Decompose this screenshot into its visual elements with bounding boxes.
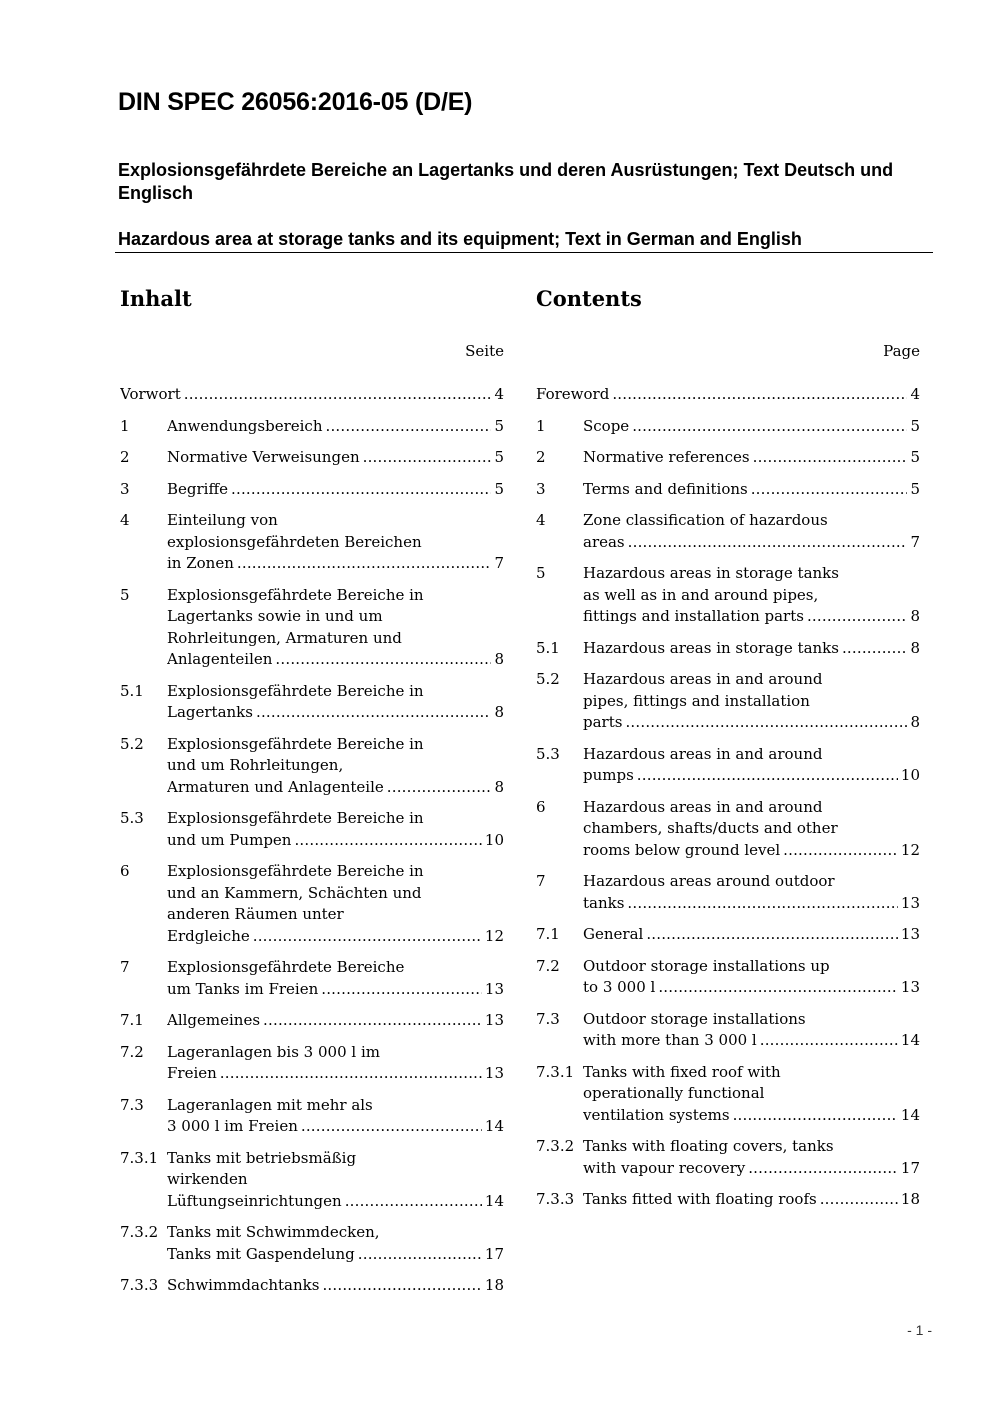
toc-entry-title: [583, 416, 920, 438]
toc-entry[interactable]: [120, 1042, 504, 1085]
toc-entry-title-line: Lagertanks: [167, 703, 253, 721]
toc-entry-title-line: Erdgleiche: [167, 926, 250, 945]
toc-entry-title-line: Einteilung von: [167, 511, 278, 529]
toc-entry-title-line: Armaturen und Anlagenteile: [167, 777, 384, 796]
toc-entry-title: [167, 1010, 504, 1032]
toc-entry-title-line: parts: [583, 713, 623, 731]
toc-entry-page: 5: [910, 479, 920, 498]
dot-leader: [612, 384, 907, 406]
toc-entry-title: [583, 956, 920, 999]
toc-english: [536, 284, 920, 1221]
toc-entry-title: [167, 510, 504, 575]
toc-entry[interactable]: [120, 681, 504, 724]
dot-leader: [358, 1244, 482, 1266]
toc-entry-title-line: Tanks mit Gaspendelung: [167, 1244, 355, 1263]
toc-entry-number: 7.3.3: [120, 1276, 159, 1294]
toc-entry-page: 17: [484, 1244, 504, 1263]
toc-entry-title-line: wirkenden: [167, 1170, 248, 1188]
toc-entry[interactable]: [536, 669, 920, 734]
toc-entry-title-line: Lageranlagen bis 3 000 l im: [167, 1042, 380, 1061]
toc-entry-number: 5.3: [536, 744, 560, 763]
dot-leader: [184, 384, 492, 406]
toc-entry-title: [167, 1275, 504, 1297]
page-number: - 1 -: [907, 1322, 932, 1338]
dot-leader: [325, 416, 491, 438]
toc-entry-title-line: Explosionsgefährdete Bereiche in: [167, 585, 424, 604]
dot-leader: [256, 702, 491, 724]
toc-entry-title-line: Schwimmdachtanks: [167, 1276, 320, 1294]
toc-entry-title: [167, 957, 504, 1000]
toc-entry-number: 5: [120, 585, 130, 604]
toc-entry[interactable]: [120, 861, 504, 947]
toc-entry-title-line: und um Pumpen: [167, 830, 292, 849]
toc-entry-number: 7.1: [120, 1011, 144, 1029]
toc-entry[interactable]: [120, 1148, 504, 1213]
toc-entry-number: 1: [536, 416, 546, 435]
toc-entry-title-line: pipes, fittings and installation: [583, 691, 810, 710]
toc-entry-page: 8: [494, 777, 504, 796]
toc-entry-title-line: Outdoor storage installations: [583, 1009, 806, 1028]
dot-leader: [842, 638, 907, 660]
toc-entry-number: 4: [120, 511, 130, 529]
dot-leader: [627, 893, 897, 915]
toc-entry-title-line: Outdoor storage installations up: [583, 956, 830, 975]
toc-entry-page: 10: [900, 766, 920, 784]
toc-entry-page: 12: [484, 926, 504, 945]
toc-entry-title-line: Tanks mit betriebsmäßig: [167, 1148, 357, 1167]
toc-entry[interactable]: [536, 924, 920, 946]
toc-german-page-label: Seite: [465, 342, 504, 360]
toc-entry-page: 5: [494, 416, 504, 435]
toc-entry-title: [167, 1095, 504, 1138]
toc-entry-title-line: anderen Räumen unter: [167, 905, 344, 923]
toc-entry-title: [583, 1009, 920, 1052]
toc-entry-title-line: areas: [583, 532, 625, 551]
toc-entry[interactable]: [536, 479, 920, 501]
toc-entry-page: 18: [900, 1190, 920, 1208]
toc-entry-title-line: explosionsgefährdeten Bereichen: [167, 532, 422, 551]
toc-entry-title-line: Explosionsgefährdete Bereiche in: [167, 809, 424, 827]
toc-entry-title-line: ventilation systems: [583, 1105, 730, 1124]
toc-entry-title-line: Zone classification of hazardous: [583, 511, 828, 529]
toc-entry[interactable]: [120, 585, 504, 671]
toc-entry-title-line: und an Kammern, Schächten und: [167, 883, 422, 902]
toc-english-list: [536, 384, 920, 1211]
toc-entry-page: 8: [494, 703, 504, 721]
toc-german-heading: Inhalt: [120, 286, 192, 311]
dot-leader: [748, 1158, 898, 1180]
toc-entry-title-line: Foreword: [536, 385, 610, 403]
toc-entry-title: [167, 585, 504, 671]
toc-entry-title-line: Tanks with floating covers, tanks: [583, 1137, 834, 1155]
toc-entry-title-line: Anlagenteilen: [167, 650, 273, 668]
toc-entry[interactable]: [120, 1095, 504, 1138]
toc-entry-title-line: Hazardous areas in and around: [583, 797, 823, 816]
toc-entry-title: [167, 681, 504, 724]
dot-leader: [820, 1189, 898, 1211]
toc-entry-title: [583, 510, 920, 553]
toc-entry[interactable]: [120, 1222, 504, 1265]
toc-entry-title: [167, 734, 504, 799]
dot-leader: [237, 553, 492, 575]
toc-entry-title: [583, 669, 920, 734]
toc-entry[interactable]: [536, 871, 920, 914]
toc-entry-title-line: General: [583, 925, 644, 943]
toc-entry-title-line: Lagertanks sowie in und um: [167, 607, 383, 625]
toc-entry[interactable]: [536, 956, 920, 999]
title-divider: [115, 252, 933, 253]
toc-entry-title-line: Lüftungseinrichtungen: [167, 1191, 342, 1210]
toc-entry-number: 7.2: [120, 1042, 144, 1061]
toc-entry-page: 8: [910, 638, 920, 657]
toc-entry-title-line: Terms and definitions: [583, 479, 748, 498]
toc-entry-title-line: tanks: [583, 893, 625, 912]
toc-entry-page: 4: [910, 385, 920, 403]
toc-entry-title-line: in Zonen: [167, 554, 234, 572]
toc-entry-number: 6: [120, 862, 130, 880]
toc-german: [120, 284, 504, 1307]
toc-entry-title: [583, 871, 920, 914]
toc-entry[interactable]: [536, 447, 920, 469]
toc-entry[interactable]: [536, 744, 920, 787]
toc-entry-title: [583, 638, 920, 660]
toc-entry[interactable]: [536, 1062, 920, 1127]
toc-entry-page: 13: [900, 978, 920, 996]
toc-entry[interactable]: [120, 1010, 504, 1032]
toc-entry-title: [167, 861, 504, 947]
toc-entry-title-line: Tanks mit Schwimmdecken,: [167, 1223, 380, 1241]
toc-entry-page: 12: [900, 840, 920, 859]
subtitle-german: Explosionsgefährdete Bereiche an Lagertanks und deren Ausrüstungen; Text Deutsch und Englisch: [118, 160, 894, 203]
toc-entry-title: [583, 797, 920, 862]
toc-entry-number: 5: [536, 564, 546, 582]
toc-entry-title: [167, 1042, 504, 1085]
toc-entry-number: 7: [120, 958, 130, 976]
toc-entry-title: [583, 924, 920, 946]
toc-entry-title: [583, 447, 920, 469]
toc-entry-page: 14: [900, 1105, 920, 1124]
toc-entry-page: 8: [910, 607, 920, 625]
toc-entry[interactable]: [536, 416, 920, 438]
toc-entry-number: 5.3: [120, 809, 144, 827]
toc-entry-title: [583, 1136, 920, 1179]
toc-entry-page: 17: [900, 1158, 920, 1177]
dot-leader: [387, 777, 492, 799]
dot-leader: [637, 765, 898, 787]
toc-entry-title-line: Tanks with fixed roof with: [583, 1062, 781, 1081]
toc-english-page-label: Page: [883, 342, 920, 360]
toc-entry-page: 7: [910, 532, 920, 551]
toc-entry-page: 14: [900, 1031, 920, 1049]
toc-entry-title: [583, 744, 920, 787]
dot-leader: [632, 416, 907, 438]
toc-entry-number: 7: [536, 872, 546, 890]
toc-entry[interactable]: [536, 563, 920, 628]
dot-leader: [220, 1063, 482, 1085]
toc-entry-title-line: Normative Verweisungen: [167, 448, 360, 466]
dot-leader: [294, 830, 481, 852]
toc-entry-title: [120, 384, 504, 406]
toc-entry-title-line: Tanks fitted with floating roofs: [583, 1190, 817, 1208]
toc-entry[interactable]: [120, 384, 504, 406]
toc-entry-title: [583, 563, 920, 628]
dot-leader: [253, 926, 482, 948]
toc-entry[interactable]: [120, 808, 504, 851]
toc-entry-number: 7.3.1: [536, 1062, 575, 1081]
dot-leader: [646, 924, 898, 946]
toc-entry-title-line: Hazardous areas in and around: [583, 670, 823, 688]
toc-entry-number: 3: [120, 479, 130, 498]
toc-entry-title-line: rooms below ground level: [583, 840, 781, 859]
toc-entry-title-line: Explosionsgefährdete Bereiche in: [167, 734, 424, 753]
toc-entry-number: 3: [536, 479, 546, 498]
toc-entry-number: 7.3.1: [120, 1148, 159, 1167]
toc-entry[interactable]: [120, 447, 504, 469]
toc-entry[interactable]: [120, 957, 504, 1000]
toc-entry-title: [167, 479, 504, 501]
toc-entry-title-line: Rohrleitungen, Armaturen und: [167, 628, 402, 647]
toc-entry-page: 14: [484, 1191, 504, 1210]
toc-entry[interactable]: [536, 1189, 920, 1211]
toc-entry-title-line: Hazardous areas in storage tanks: [583, 638, 839, 657]
dot-leader: [733, 1105, 898, 1127]
toc-entry[interactable]: [536, 638, 920, 660]
toc-entry-title-line: with more than 3 000 l: [583, 1031, 757, 1049]
toc-entry-title-line: Hazardous areas in storage tanks: [583, 564, 839, 582]
dot-leader: [275, 649, 491, 671]
toc-entry-number: 5.2: [120, 734, 144, 753]
toc-entry-title-line: Explosionsgefährdete Bereiche in: [167, 681, 424, 700]
toc-entry-title-line: to 3 000 l: [583, 978, 656, 996]
toc-entry[interactable]: [120, 1275, 504, 1297]
toc-entry-page: 7: [494, 554, 504, 572]
dot-leader: [322, 1275, 481, 1297]
toc-entry[interactable]: [120, 510, 504, 575]
toc-entry-title-line: Explosionsgefährdete Bereiche in: [167, 862, 424, 880]
toc-entry-title-line: Normative references: [583, 448, 750, 466]
toc-entry-number: 5.1: [120, 681, 144, 700]
toc-entry-title-line: Vorwort: [120, 385, 181, 403]
dot-leader: [301, 1116, 482, 1138]
toc-entry-number: 7.3: [120, 1095, 144, 1114]
toc-entry-title-line: Hazardous areas around outdoor: [583, 872, 835, 890]
dot-leader: [231, 479, 491, 501]
dot-leader: [760, 1030, 898, 1052]
subtitle-english: Hazardous area at storage tanks and its equipment; Text in German and English: [118, 229, 802, 249]
toc-entry-title-line: chambers, shafts/ducts and other: [583, 819, 838, 837]
toc-entry-title-line: und um Rohrleitungen,: [167, 756, 344, 774]
dot-leader: [751, 479, 908, 501]
dot-leader: [363, 447, 492, 469]
toc-entry-title-line: 3 000 l im Freien: [167, 1117, 298, 1135]
toc-entry-page: 10: [484, 830, 504, 849]
toc-entry-title-line: Explosionsgefährdete Bereiche: [167, 958, 405, 976]
dot-leader: [345, 1191, 482, 1213]
toc-entry-title-line: Begriffe: [167, 479, 229, 498]
toc-entry-title-line: Allgemeines: [167, 1011, 261, 1029]
toc-entry-title-line: Lageranlagen mit mehr als: [167, 1095, 373, 1114]
toc-entry-number: 7.3.2: [536, 1137, 575, 1155]
toc-entry-title-line: Freien: [167, 1064, 217, 1082]
dot-leader: [321, 979, 482, 1001]
toc-entry-page: 8: [910, 713, 920, 731]
toc-entry-title-line: pumps: [583, 766, 634, 784]
toc-entry-page: 13: [484, 1011, 504, 1029]
toc-entry-title: [583, 1189, 920, 1211]
toc-entry[interactable]: [120, 734, 504, 799]
toc-entry-title-line: um Tanks im Freien: [167, 979, 319, 998]
toc-entry-title-line: Anwendungsbereich: [167, 416, 323, 435]
toc-german-list: [120, 384, 504, 1297]
toc-entry-page: 13: [900, 893, 920, 912]
toc-entry-page: 13: [484, 1064, 504, 1082]
dot-leader: [625, 712, 907, 734]
dot-leader: [658, 977, 898, 999]
toc-entry[interactable]: [536, 510, 920, 553]
toc-entry-title-line: Scope: [583, 416, 630, 435]
toc-entry-page: 5: [910, 448, 920, 466]
toc-entry-page: 5: [910, 416, 920, 435]
toc-entry-title: [583, 479, 920, 501]
toc-entry[interactable]: [536, 384, 920, 406]
document-title: DIN SPEC 26056:2016-05 (D/E): [118, 88, 473, 116]
toc-entry[interactable]: [120, 416, 504, 438]
dot-leader: [628, 532, 908, 554]
toc-entry-number: 2: [120, 448, 130, 466]
toc-entry-title: [167, 447, 504, 469]
dot-leader: [807, 606, 908, 628]
toc-entry-number: 7.2: [536, 956, 560, 975]
toc-entry-title-line: fittings and installation parts: [583, 607, 804, 625]
toc-entry-page: 14: [484, 1117, 504, 1135]
toc-entry-number: 6: [536, 797, 546, 816]
toc-entry-title: [536, 384, 920, 406]
toc-entry-title: [167, 416, 504, 438]
toc-entry-title-line: with vapour recovery: [583, 1158, 746, 1177]
toc-entry[interactable]: [536, 797, 920, 862]
toc-entry-number: 5.1: [536, 638, 560, 657]
toc-entry-number: 7.3: [536, 1009, 560, 1028]
toc-entry-title-line: Hazardous areas in and around: [583, 744, 823, 763]
toc-entry-page: 4: [494, 385, 504, 403]
toc-entry-page: 8: [494, 650, 504, 668]
toc-entry-number: 7.3.2: [120, 1223, 159, 1241]
toc-entry[interactable]: [536, 1009, 920, 1052]
toc-english-heading: Contents: [536, 286, 642, 311]
toc-entry[interactable]: [120, 479, 504, 501]
toc-entry-title-line: operationally functional: [583, 1084, 765, 1102]
toc-entry-page: 5: [494, 448, 504, 466]
toc-entry-number: 2: [536, 448, 546, 466]
toc-entry-title-line: as well as in and around pipes,: [583, 585, 819, 604]
toc-entry-page: 5: [494, 479, 504, 498]
dot-leader: [783, 840, 898, 862]
toc-entry[interactable]: [536, 1136, 920, 1179]
toc-entry-page: 13: [484, 979, 504, 998]
toc-entry-title: [167, 1222, 504, 1265]
toc-entry-number: 4: [536, 511, 546, 529]
toc-entry-number: 7.3.3: [536, 1190, 575, 1208]
toc-entry-title: [167, 1148, 504, 1213]
toc-entry-page: 13: [900, 925, 920, 943]
dot-leader: [263, 1010, 482, 1032]
toc-entry-number: 5.2: [536, 670, 560, 688]
toc-entry-page: 18: [484, 1276, 504, 1294]
dot-leader: [753, 447, 908, 469]
toc-entry-number: 7.1: [536, 925, 560, 943]
toc-entry-title: [167, 808, 504, 851]
toc-entry-number: 1: [120, 416, 130, 435]
toc-entry-title: [583, 1062, 920, 1127]
